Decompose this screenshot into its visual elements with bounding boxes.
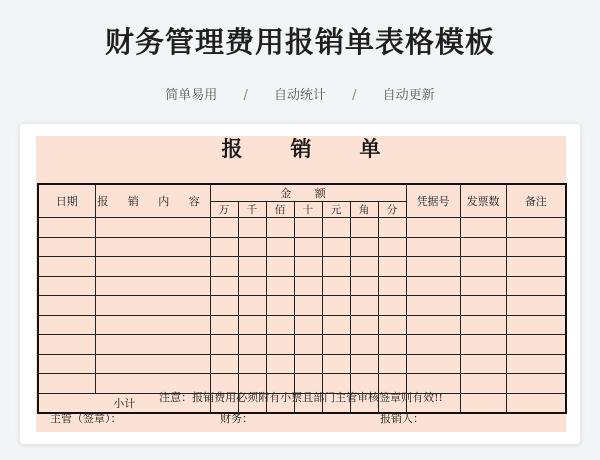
table-cell[interactable] <box>350 276 378 296</box>
table-cell[interactable] <box>95 315 210 335</box>
table-cell[interactable] <box>460 296 506 316</box>
table-cell[interactable] <box>266 354 294 374</box>
supervisor-signature-label: 主管（签章）： <box>50 412 122 425</box>
table-row <box>38 315 566 335</box>
table-cell[interactable] <box>506 237 566 257</box>
table-cell[interactable] <box>322 315 350 335</box>
tag-separator: / <box>243 88 248 103</box>
claimant-signature-label: 报销人： <box>380 412 424 425</box>
table-cell[interactable] <box>38 354 95 374</box>
table-cell[interactable] <box>294 218 322 238</box>
table-cell[interactable] <box>95 276 210 296</box>
table-cell[interactable] <box>406 276 460 296</box>
table-cell[interactable] <box>210 257 238 277</box>
tag-separator: / <box>352 88 357 103</box>
unit-yuan: 元 <box>322 202 350 218</box>
table-cell[interactable] <box>266 296 294 316</box>
table-cell[interactable] <box>378 257 406 277</box>
table-cell[interactable] <box>210 335 238 355</box>
table-cell[interactable] <box>38 218 95 238</box>
table-row <box>38 296 566 316</box>
table-cell[interactable] <box>95 218 210 238</box>
table-cell[interactable] <box>38 315 95 335</box>
table-row <box>38 218 566 238</box>
table-cell[interactable] <box>294 257 322 277</box>
table-cell[interactable] <box>38 237 95 257</box>
table-cell[interactable] <box>506 335 566 355</box>
notice-text: 注意：报销费用必须附有小票且部门主管审核签章则有效!! <box>159 391 443 404</box>
table-cell[interactable] <box>294 237 322 257</box>
form-title: 报销单 <box>221 136 429 161</box>
table-cell[interactable] <box>266 276 294 296</box>
table-cell[interactable] <box>322 218 350 238</box>
table-cell[interactable] <box>350 354 378 374</box>
page-title: 财务管理费用报销单表格模板 <box>104 25 495 59</box>
tag-auto-update: 自动更新 <box>382 88 435 103</box>
table-cell[interactable] <box>38 296 95 316</box>
feature-tags <box>0 84 600 103</box>
table-cell[interactable] <box>266 218 294 238</box>
table-cell[interactable] <box>238 335 266 355</box>
table-cell[interactable] <box>38 335 95 355</box>
header-remarks: 备注 <box>506 184 566 218</box>
table-cell[interactable] <box>95 257 210 277</box>
table-cell[interactable] <box>294 315 322 335</box>
table-cell[interactable] <box>322 354 350 374</box>
unit-jiao: 角 <box>350 202 378 218</box>
table-cell[interactable] <box>294 276 322 296</box>
table-cell[interactable] <box>406 218 460 238</box>
table-cell[interactable] <box>406 237 460 257</box>
table-cell[interactable] <box>350 315 378 335</box>
table-cell[interactable] <box>460 315 506 335</box>
table-cell[interactable] <box>322 335 350 355</box>
unit-hundred: 佰 <box>266 202 294 218</box>
table-cell[interactable] <box>210 296 238 316</box>
table-cell[interactable] <box>378 354 406 374</box>
table-cell[interactable] <box>460 276 506 296</box>
unit-ten: 十 <box>294 202 322 218</box>
table-cell[interactable] <box>238 354 266 374</box>
table-row <box>38 335 566 355</box>
table-cell[interactable] <box>238 315 266 335</box>
table-cell[interactable] <box>238 296 266 316</box>
table-cell[interactable] <box>350 218 378 238</box>
table-cell[interactable] <box>506 218 566 238</box>
table-cell[interactable] <box>406 257 460 277</box>
table-row <box>38 354 566 374</box>
table-cell[interactable] <box>378 276 406 296</box>
table-cell[interactable] <box>95 237 210 257</box>
unit-thousand: 千 <box>238 202 266 218</box>
table-cell[interactable] <box>406 335 460 355</box>
unit-fen: 分 <box>378 202 406 218</box>
unit-ten-thousand: 万 <box>210 202 238 218</box>
header-invoice-count: 发票数 <box>460 184 506 218</box>
table-cell[interactable] <box>506 276 566 296</box>
finance-signature-label: 财务： <box>220 412 253 425</box>
table-cell[interactable] <box>95 335 210 355</box>
header-content: 报 销 内 容 <box>95 184 210 218</box>
table-cell[interactable] <box>460 354 506 374</box>
table-cell[interactable] <box>378 218 406 238</box>
header-amount: 金 额 <box>210 184 406 202</box>
table-cell[interactable] <box>406 296 460 316</box>
subtotal-label: 小计 <box>38 393 210 413</box>
table-cell[interactable] <box>406 315 460 335</box>
table-cell[interactable] <box>266 257 294 277</box>
table-cell[interactable] <box>210 276 238 296</box>
table-cell[interactable] <box>210 218 238 238</box>
table-cell[interactable] <box>238 218 266 238</box>
table-row <box>38 276 566 296</box>
table-cell[interactable] <box>350 335 378 355</box>
table-cell[interactable] <box>460 237 506 257</box>
table-cell[interactable] <box>266 335 294 355</box>
table-cell[interactable] <box>294 296 322 316</box>
table-cell[interactable] <box>378 296 406 316</box>
table-row <box>38 237 566 257</box>
table-cell[interactable] <box>506 257 566 277</box>
table-cell[interactable] <box>238 276 266 296</box>
table-cell[interactable] <box>506 296 566 316</box>
table-cell[interactable] <box>350 296 378 316</box>
table-cell[interactable] <box>266 237 294 257</box>
table-cell[interactable] <box>378 335 406 355</box>
table-cell[interactable] <box>38 276 95 296</box>
table-cell[interactable] <box>294 335 322 355</box>
table-cell[interactable] <box>266 315 294 335</box>
table-cell[interactable] <box>322 276 350 296</box>
table-cell[interactable] <box>210 237 238 257</box>
table-cell[interactable] <box>506 315 566 335</box>
header-date: 日期 <box>38 184 95 218</box>
table-cell[interactable] <box>378 315 406 335</box>
table-cell[interactable] <box>322 257 350 277</box>
table-cell[interactable] <box>38 257 95 277</box>
tag-easy-to-use: 简单易用 <box>165 88 218 103</box>
table-cell[interactable] <box>95 354 210 374</box>
table-cell[interactable] <box>95 296 210 316</box>
reimbursement-form <box>36 136 566 432</box>
table-cell[interactable] <box>460 218 506 238</box>
table-row <box>38 257 566 277</box>
table-cell[interactable] <box>460 335 506 355</box>
table-cell[interactable] <box>210 315 238 335</box>
signature-footer <box>50 410 560 428</box>
table-cell[interactable] <box>460 257 506 277</box>
table-cell[interactable] <box>238 257 266 277</box>
table-cell[interactable] <box>238 237 266 257</box>
table-cell[interactable] <box>294 354 322 374</box>
table-cell[interactable] <box>210 354 238 374</box>
table-cell[interactable] <box>350 257 378 277</box>
table-cell[interactable] <box>322 296 350 316</box>
table-cell[interactable] <box>378 237 406 257</box>
reimbursement-table <box>37 183 567 414</box>
table-cell[interactable] <box>406 354 460 374</box>
table-cell[interactable] <box>350 237 378 257</box>
table-cell[interactable] <box>506 354 566 374</box>
header-voucher: 凭据号 <box>406 184 460 218</box>
tag-auto-statistics: 自动统计 <box>273 88 326 103</box>
table-cell[interactable] <box>322 237 350 257</box>
